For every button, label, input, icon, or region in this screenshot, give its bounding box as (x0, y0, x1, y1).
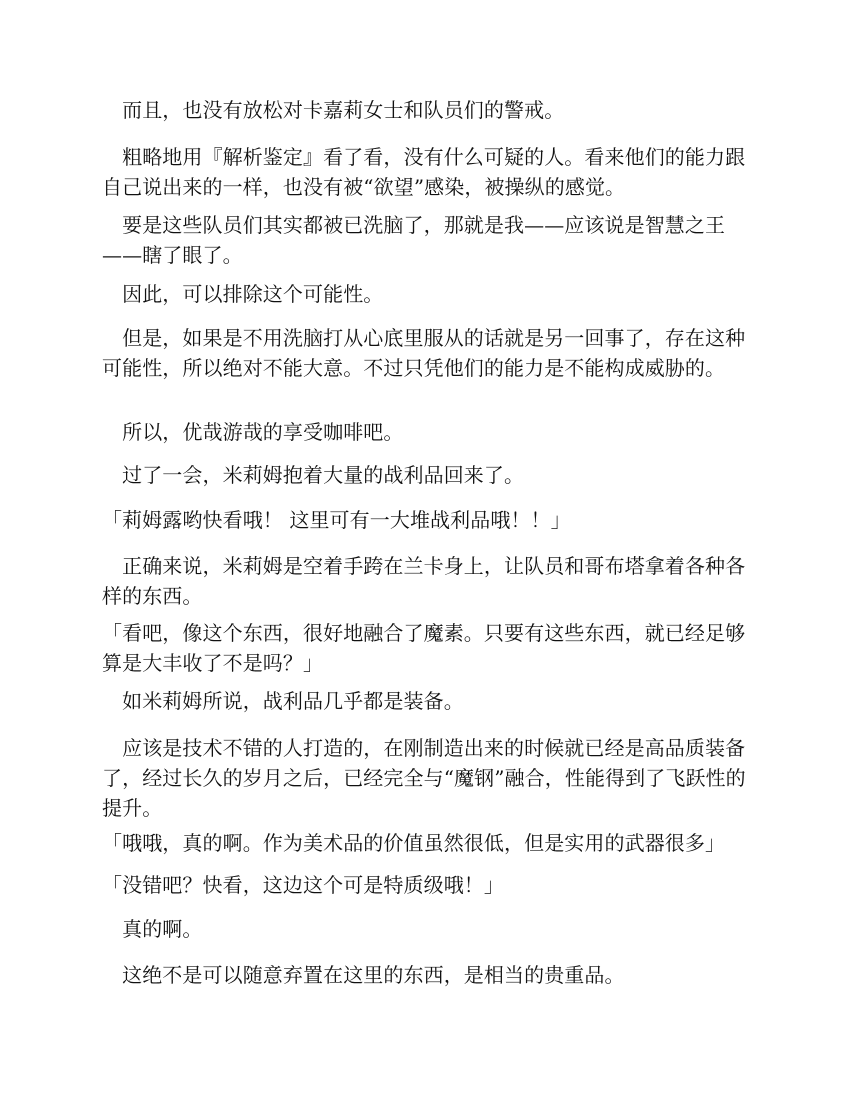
paragraph-16: 这绝不是可以随意弃置在这里的东西，是相当的贵重品。 (102, 963, 625, 987)
paragraph-10: 「看吧，像这个东西，很好地融合了魔素。只要有这些东西，就已经足够算是大丰收了不是吗？」 (102, 621, 746, 675)
paragraph-15: 真的啊。 (102, 917, 203, 941)
paragraph-11: 如米莉姆所说，战利品几乎都是装备。 (102, 689, 464, 713)
paragraph-14: 「没错吧？快看，这边这个可是特质级哦！」 (102, 873, 504, 897)
paragraph-1: 而且，也没有放松对卡嘉莉女士和队员们的警戒。 (102, 98, 565, 122)
paragraph-6: 所以，优哉游哉的享受咖啡吧。 (102, 420, 404, 444)
paragraph-8: 「莉姆露哟快看哦！ 这里可有一大堆战利品哦！！」 (102, 508, 571, 532)
paragraph-7: 过了一会，米莉姆抱着大量的战利品回来了。 (102, 463, 525, 487)
paragraph-13: 「哦哦，真的啊。作为美术品的价值虽然很低，但是实用的武器很多」 (102, 831, 726, 855)
paragraph-5: 但是，如果是不用洗脑打从心底里服从的话就是另一回事了，存在这种可能性，所以绝对不能大意。不过只凭他们的能力是不能构成威胁的。 (102, 326, 746, 380)
paragraph-2: 粗略地用『解析鉴定』看了看，没有什么可疑的人。看来他们的能力跟自己说出来的一样，也没有被“欲望”感染，被操纵的感觉。 (102, 145, 746, 199)
paragraph-3: 要是这些队员们其实都被已洗脑了，那就是我——应该说是智慧之王——瞎了眼了。 (102, 213, 726, 267)
paragraph-9: 正确来说，米莉姆是空着手跨在兰卡身上，让队员和哥布塔拿着各种各样的东西。 (102, 554, 746, 608)
paragraph-4: 因此，可以排除这个可能性。 (102, 282, 384, 306)
paragraph-12: 应该是技术不错的人打造的，在刚制造出来的时候就已经是高品质装备了，经过长久的岁月之后，已经完全与“魔钢”融合，性能得到了飞跃性的提升。 (102, 736, 746, 820)
